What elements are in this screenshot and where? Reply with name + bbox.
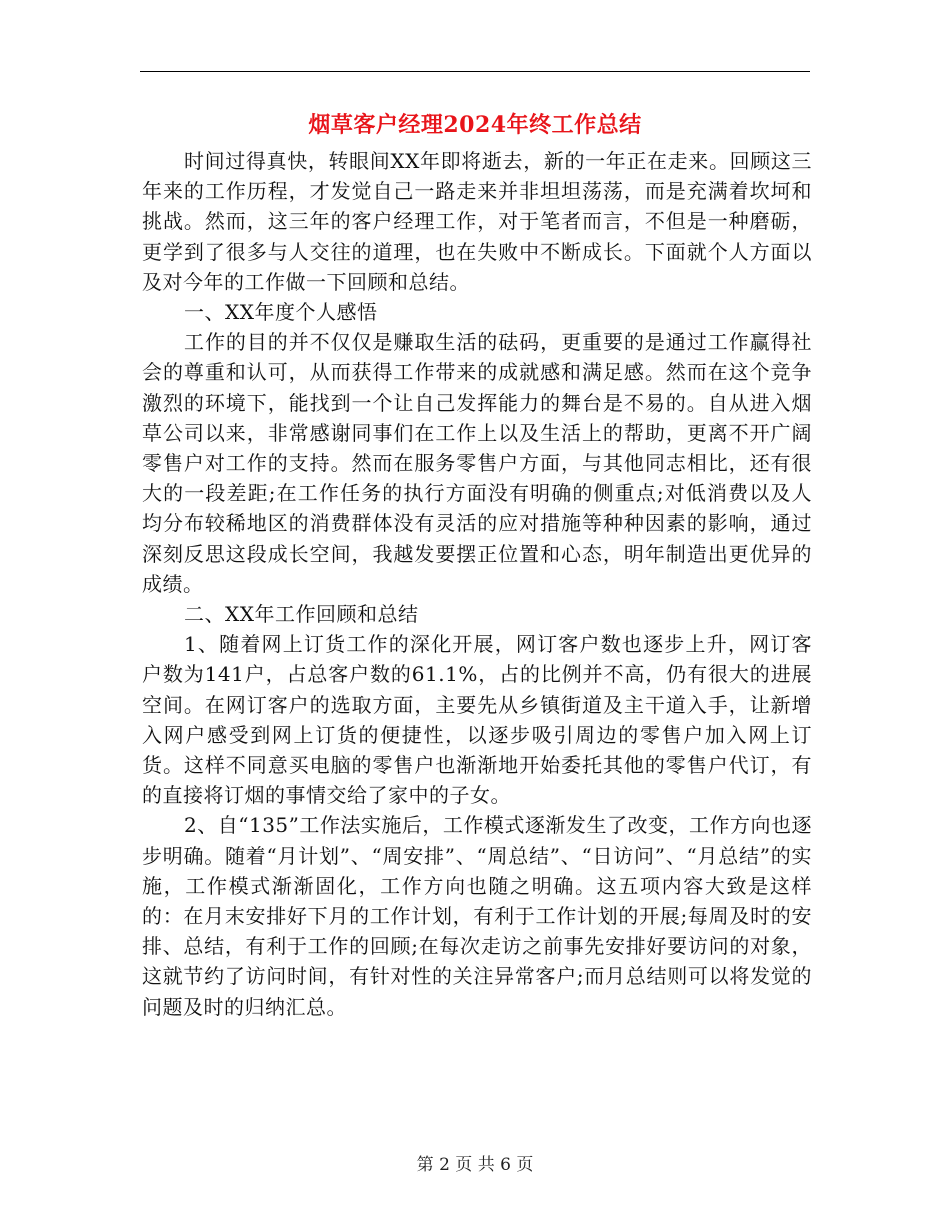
header-rule [140,71,810,72]
section-2-item-1: 1、随着网上订货工作的深化开展，网订客户数也逐步上升，网订客户数为141户，占总客户数的61.1%，占的比例并不高，仍有很大的进展空间。在网订客户的选取方面，主要先从乡镇街道及主干道入手，让新增入网户感受到网上订货的便捷性，以逐步吸引周边的零售户加入网上订货。这样不同意买电脑的零售户也渐渐地开始委托其他的零售户代订，有的直接将订烟的事情交给了家中的子女。 [142,632,812,808]
document-title: 烟草客户经理2024年终工作总结 [308,112,642,138]
section-heading-2: 二、XX年工作回顾和总结 [184,602,419,627]
document-body [142,146,812,1022]
page-number: 第 2 页 共 6 页 [416,1155,534,1175]
section-2-item-2: 2、自“135”工作法实施后，工作模式逐渐发生了改变，工作方向也逐步明确。随着“月计划”、“周安排”、“周总结”、“日访问”、“月总结”的实施，工作模式渐渐固化，工作方向也随之明确。这五项内容大致是这样的：在月末安排好下月的工作计划，有利于工作计划的开展;每周及时的安排、总结，有利于工作的回顾;在每次走访之前事先安排好要访问的对象，这就节约了访问时间，有针对性的关注异常客户;而月总结则可以将发觉的问题及时的归纳汇总。 [142,813,812,1019]
section-heading-1: 一、XX年度个人感悟 [184,300,378,325]
intro-paragraph: 时间过得真快，转眼间XX年即将逝去，新的一年正在走来。回顾这三年来的工作历程，才发觉自己一路走来并非坦坦荡荡，而是充满着坎坷和挑战。然而，这三年的客户经理工作，对于笔者而言，不但是一种磨砺，更学到了很多与人交往的道理，也在失败中不断成长。下面就个人方面以及对今年的工作做一下回顾和总结。 [142,149,812,294]
section-1-paragraph: 工作的目的并不仅仅是赚取生活的砝码，更重要的是通过工作赢得社会的尊重和认可，从而获得工作带来的成就感和满足感。然而在这个竞争激烈的环境下，能找到一个让自己发挥能力的舞台是不易的。自从进入烟草公司以来，非常感谢同事们在工作上以及生活上的帮助，更离不开广阔零售户对工作的支持。然而在服务零售户方面，与其他同志相比，还有很大的一段差距;在工作任务的执行方面没有明确的侧重点;对低消费以及人均分布较稀地区的消费群体没有灵活的应对措施等种种因素的影响，通过深刻反思这段成长空间，我越发要摆正位置和心态，明年制造出更优异的成绩。 [142,330,812,596]
